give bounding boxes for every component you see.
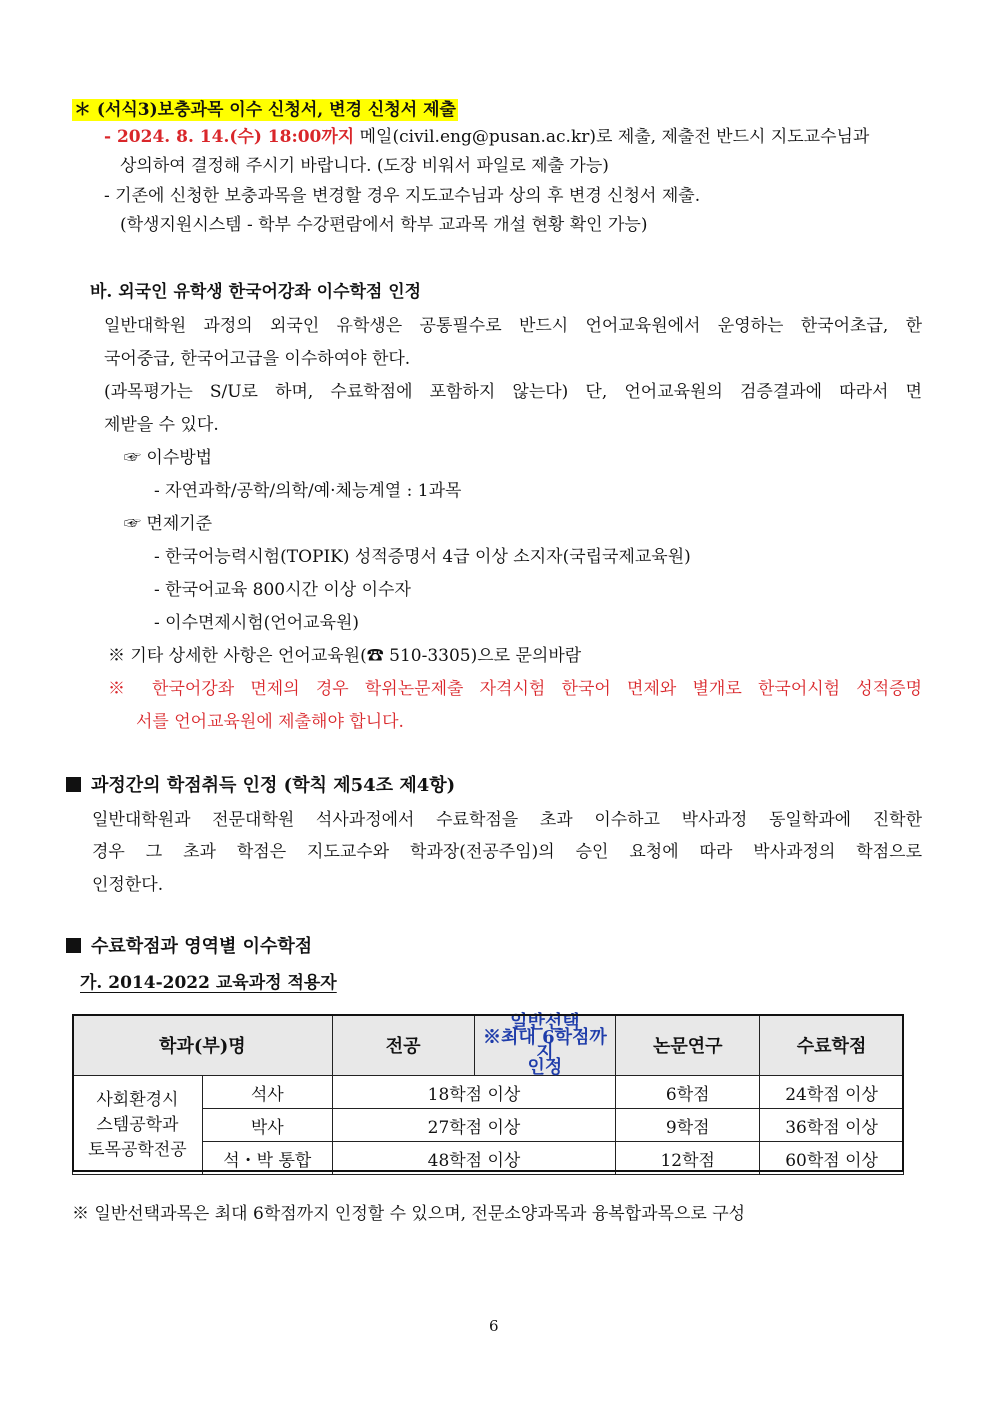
major-credit-cell: 48학점 이상 [332, 1142, 616, 1175]
dept-name-cell: 사회환경시 스템공학과 토목공학전공 [73, 1076, 203, 1175]
major-credit-cell: 27학점 이상 [332, 1109, 616, 1142]
korean-course-p1-line2: 국어중급, 한국어고급을 이수하여야 한다. [104, 349, 411, 369]
thesis-credit-cell: 12학점 [616, 1142, 760, 1175]
submit-email-text: 메일(civil.eng@pusan.ac.kr)로 제출, 제출전 반드시 지도교수님과 [354, 127, 870, 147]
credit-transfer-heading: 과정간의 학점취득 인정 (학칙 제54조 제4항) [66, 771, 455, 797]
completion-heading: 수료학점과 영역별 이수학점 [66, 932, 312, 958]
korean-course-p1-line1: 일반대학원 과정의 외국인 유학생은 공통필수로 반드시 언어교육원에서 운영하는 한국어초급, 한 [104, 316, 922, 336]
korean-course-p2-line1: (과목평가는 S/U로 하며, 수료학점에 포함하지 않는다) 단, 언어교육원의 검증결과에 따라서 면 [104, 382, 922, 402]
credit-transfer-line3: 인정한다. [92, 875, 164, 895]
form3-heading: ＊ (서식3)보충과목 이수 신청서, 변경 신청서 제출 [74, 100, 456, 120]
korean-course-heading: 바. 외국인 유학생 한국어강좌 이수학점 인정 [90, 282, 422, 302]
thesis-credit-cell: 9학점 [616, 1109, 760, 1142]
course-cell: 석사 [202, 1076, 332, 1109]
form3-line3: - 기존에 신청한 보충과목을 변경할 경우 지도교수님과 상의 후 변경 신청서 제출. [104, 186, 701, 206]
square-bullet-icon [66, 938, 81, 953]
course-cell: 박사 [202, 1109, 332, 1142]
table-footnote: ※ 일반선택과목은 최대 6학점까지 인정할 수 있으며, 전문소양과목과 융복합과목으로 구성 [72, 1204, 746, 1224]
contact-note: ※ 기타 상세한 사항은 언어교육원(☎ 510-3305)으로 문의바람 [108, 646, 582, 666]
completion-subheading: 가. 2014-2022 교육과정 적용자 [80, 973, 337, 993]
total-credit-cell: 24학점 이상 [760, 1076, 904, 1109]
header-total: 수료학점 [760, 1015, 904, 1076]
course-cell: 석・박 통합 [202, 1142, 332, 1175]
exempt-item-exam: - 이수면제시험(언어교육원) [154, 613, 360, 633]
korean-course-p2-line2: 제받을 수 있다. [104, 415, 219, 435]
completion-credit-table [72, 1014, 904, 1175]
credit-transfer-line1: 일반대학원과 전문대학원 석사과정에서 수료학점을 초과 이수하고 박사과정 동일학과에 진학한 [92, 810, 922, 830]
thesis-credit-cell: 6학점 [616, 1076, 760, 1109]
header-thesis: 논문연구 [616, 1015, 760, 1076]
exempt-warning-line1: ※ 한국어강좌 면제의 경우 학위논문제출 자격시험 한국어 면제와 별개로 한국어시험 성적증명 [108, 679, 922, 699]
header-major: 전공 [332, 1015, 474, 1076]
table-header-row [73, 1015, 904, 1076]
method-title: ☞ 이수방법 [124, 448, 213, 468]
form3-line4: (학생지원시스템 - 학부 수강편람에서 학부 교과목 개설 현황 확인 가능) [120, 215, 648, 235]
square-bullet-icon [66, 777, 81, 792]
page-number: 6 [489, 1317, 499, 1335]
exempt-title: ☞ 면제기준 [124, 514, 213, 534]
exempt-warning-line2: 서를 언어교육원에 제출해야 합니다. [136, 712, 404, 732]
form3-line1 [104, 122, 922, 147]
form3-line2: 상의하여 결정해 주시기 바랍니다. (도장 비워서 파일로 제출 가능) [120, 156, 609, 176]
credit-transfer-line2: 경우 그 초과 학점은 지도교수와 학과장(전공주임)의 승인 요청에 따라 박사과정의 학점으로 [92, 842, 922, 862]
header-general-elective: 일반선택 ※최대 6학점까지 인정 [474, 1015, 616, 1076]
method-item: - 자연과학/공학/의학/예·체능계열 : 1과목 [154, 481, 462, 501]
header-dept: 학과(부)명 [73, 1015, 333, 1076]
exempt-item-800h: - 한국어교육 800시간 이상 이수자 [154, 580, 411, 600]
deadline-text: - 2024. 8. 14.(수) 18:00까지 [104, 127, 355, 147]
major-credit-cell: 18학점 이상 [332, 1076, 616, 1109]
total-credit-cell: 60학점 이상 [760, 1142, 904, 1175]
table-row [73, 1076, 904, 1109]
total-credit-cell: 36학점 이상 [760, 1109, 904, 1142]
exempt-item-topik: - 한국어능력시험(TOPIK) 성적증명서 4급 이상 소지자(국립국제교육원) [154, 547, 691, 567]
